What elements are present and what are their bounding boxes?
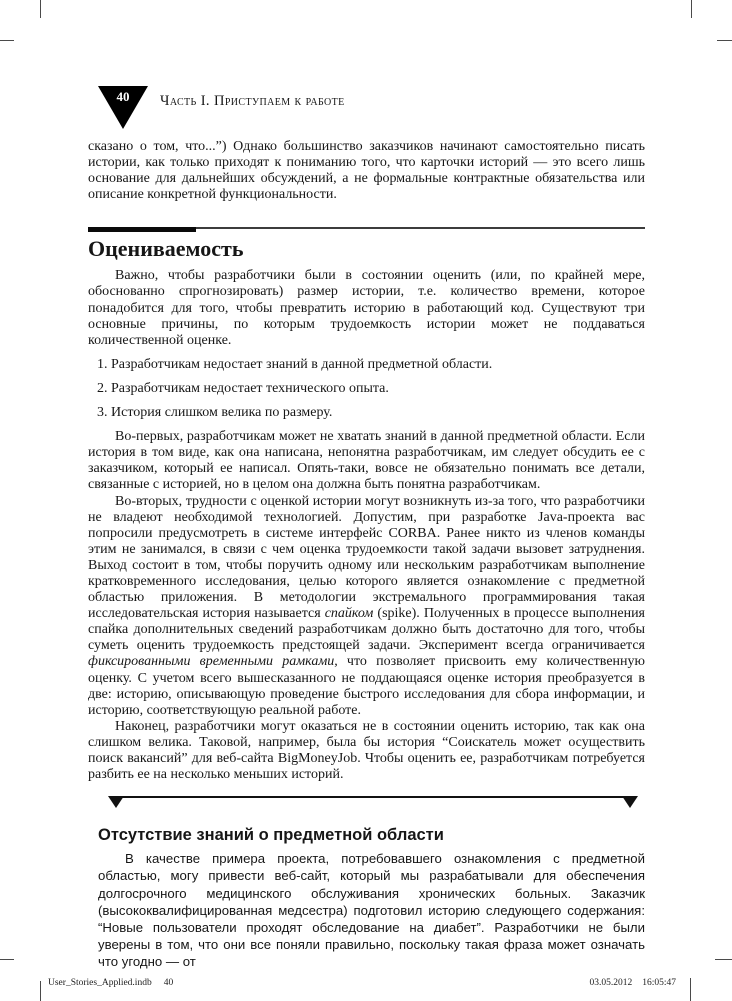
page-header [88,86,645,130]
list-item-text: Разработчикам недостает технического опыта. [111,380,389,396]
crop-mark-top-right-horizontal [717,40,732,41]
paragraph-estimatable-intro: Важно, чтобы разработчики были в состоянии оценить (или, по крайней мере, обоснованно спрогнозировать) размер истории, т.е. количество времени, которое понадобится для того, чтобы превратить историю в работающий код. Существуют три основные причины, по которым трудоемкость истории может не поддаваться количественной оценке. [88,268,645,348]
paragraph-third-reason: Наконец, разработчики могут оказаться не в состоянии оценить историю, так как она слишком велика. Таковой, например, была бы история “Соискатель может осуществить поиск вакансий” для веб-сайта BigMoneyJob. Чтобы оценить ее, разработчикам потребуется разбить ее на несколько меньших историй. [88,718,645,783]
divider-left-triangle-icon [108,796,124,808]
section-rule [88,227,645,232]
footer-date: 03.05.2012 [589,978,633,988]
paragraph-run-italic-timebox: фиксированными временными рамками [88,654,335,670]
intro-paragraph: сказано о том, что...”) Однако большинство заказчиков начинают самостоятельно писать истории, как только приходят к пониманию того, что карточки историй — это всего лишь основание для дальнейших обсуждений, а не формальные контрактные обязательства или описание конкретной функциональности. [88,139,645,203]
note-divider [116,796,630,810]
running-title: Часть I. Приступаем к работе [160,93,345,109]
numbered-list [88,357,645,421]
note-section [98,825,645,970]
paragraph-run: , что позволяет присвоить ему количественную оценку. С учетом всего вышесказанного не поддающаяся оценке история преобразуется в две: историю, описывающую проведение быстрого исследования для сбора информации, и историю, соответствующую реальной работе. [88,654,645,718]
paragraph-run: Во-вторых, трудности с оценкой истории могут возникнуть из-за того, что разработчики не владеют необходимой технологией. Допустим, при разработке Java-проекта вас попросили предусмотреть в системе интерфейс CORBA. Ранее никто из членов команды этим не занимался, в связи с чем оценка трудоемкости такой задачи вызовет затруднения. Выход состоит в том, чтобы поручить одному или нескольким разработчикам выполнение кратковременного исследования, целью которого является ознакомление с предметной областью приложения. В методологии экстремального программирования такая исследовательская история называется [88,493,645,622]
text-column [88,86,645,971]
page-number: 40 [116,89,130,104]
footer-page: 40 [163,978,174,988]
paragraph-run-italic-spike: спайком [324,606,374,622]
footer-file: User_Stories_Applied.indb [48,978,152,988]
crop-mark-top-right-vertical [691,0,692,18]
note-heading: Отсутствие знаний о предметной области [98,826,444,845]
footer-timestamp [589,978,676,988]
list-item-number: 3. [97,405,108,421]
crop-mark-bottom-left-vertical [40,981,41,1001]
list-item [88,357,645,373]
paragraph-first-reason: Во-первых, разработчикам может не хватать знаний в данной предметной области. Если история в том виде, как она написана, непонятна разработчикам, им следует обсудить ее с заказчиком, который ее написал. Опять-таки, вовсе не обязательно понимать все детали, связанные с историей, но в целом она должна быть понятна разработчикам. [88,429,645,493]
section-rule-thick [88,227,196,232]
list-item-text: Разработчикам недостает знаний в данной предметной области. [111,356,493,372]
section-rule-thin [196,227,645,229]
note-paragraph: В качестве примера проекта, потребовавшего ознакомления с предметной областью, могу привести веб-сайт, который мы разрабатывали для обеспечения долгосрочного медицинского обслуживания хронических больных. Заказчик (высококвалифицированная медсестра) подготовил историю следующего содержания: “Новые пользователи проходят обследование на диабет”. Разработчики не были уверены в том, что они все поняли правильно, поскольку такая фраза может означать что угодно — от [98,851,645,970]
divider-right-triangle-icon [622,796,638,808]
list-item-number: 2. [97,380,108,396]
crop-mark-bottom-right-vertical [690,978,691,1001]
crop-mark-bottom-right-horizontal [715,959,732,960]
list-item-number: 1. [97,356,108,372]
crop-mark-bottom-left-horizontal [0,959,14,960]
section-heading: Оцениваемость [88,236,244,262]
list-item [88,381,645,397]
paragraph-run: (spike). Полученных в процессе выполнения спайка дополнительных сведений разработчикам должно быть достаточно для того, чтобы суметь оценить трудоемкость предстоящей задачи. Эксперимент всегда ограничивается [88,606,645,654]
footer-filename [48,978,173,988]
paragraph-second-reason [88,494,645,719]
list-item-text: История слишком велика по размеру. [111,405,333,421]
footer-time: 16:05:47 [642,978,676,988]
list-item [88,405,645,421]
crop-mark-top-left-horizontal [0,40,14,41]
crop-mark-top-left-vertical [40,0,41,18]
